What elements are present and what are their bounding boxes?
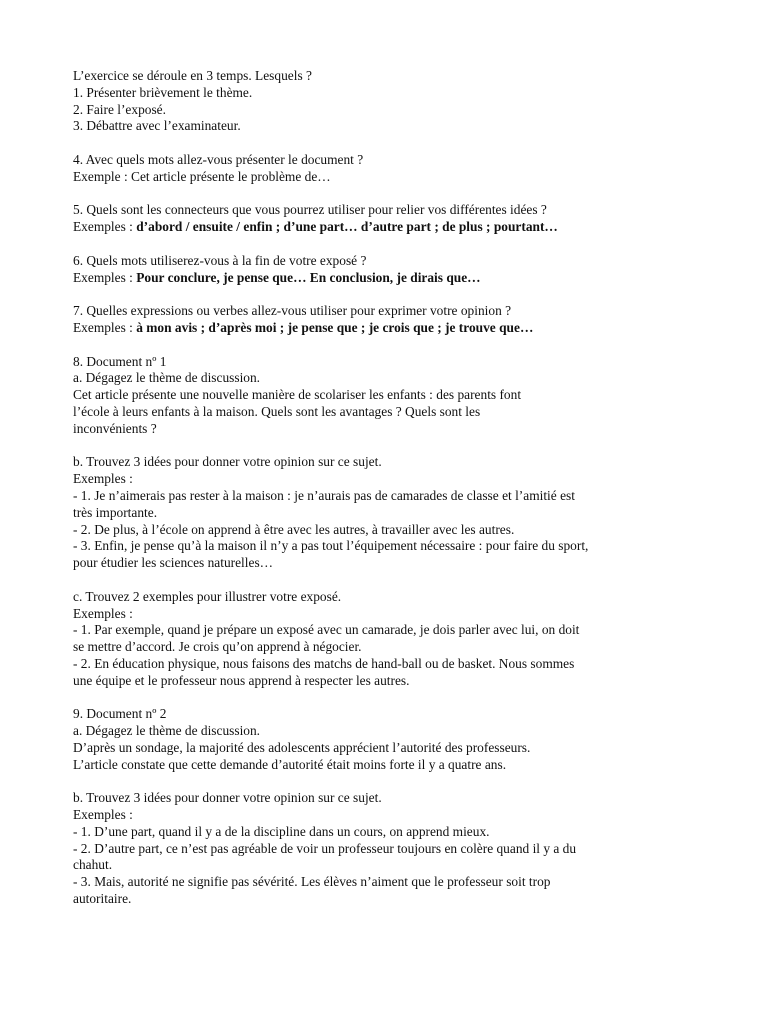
- question-7-section: [73, 303, 673, 337]
- question-7-example: [73, 320, 673, 337]
- document-2-b-text: - 2. D’autre part, ce n’est pas agréable de voir un professeur toujours en colère quand il y a du: [73, 840, 577, 856]
- document-2-b-text: autoritaire.: [73, 891, 132, 907]
- document-1-b-title: b. Trouvez 3 idées pour donner votre opinion sur ce sujet.: [73, 454, 382, 470]
- document-1-a-title: a. Dégagez le thème de discussion.: [73, 370, 261, 386]
- document-1-b-examples-label: Exemples :: [73, 471, 133, 487]
- document-1-b-text: - 3. Enfin, je pense qu’à la maison il n’y a pas tout l’équipement nécessaire : pour faire du sport,: [73, 538, 589, 554]
- spacer: [73, 135, 673, 152]
- question-5-section: [73, 202, 673, 236]
- spacer: [73, 438, 673, 455]
- document-page: [73, 68, 673, 908]
- document-1-a-text: Cet article présente une nouvelle manière de scolariser les enfants : des parents font: [73, 387, 522, 403]
- question-4-section: [73, 152, 673, 186]
- document-1-c-text: - 1. Par exemple, quand je prépare un exposé avec un camarade, je dois parler avec lui, on doit: [73, 622, 580, 638]
- intro-question: L’exercice se déroule en 3 temps. Lesquels ?: [73, 68, 312, 83]
- example-conclusion-phrases: Pour conclure, je pense que… En conclusion, je dirais que…: [136, 269, 481, 285]
- document-1-section: [73, 354, 673, 690]
- document-1-c-examples-label: Exemples :: [73, 605, 133, 621]
- question-6-example: [73, 270, 673, 287]
- question-5-example: [73, 219, 673, 236]
- question-4-example: Exemple : Cet article présente le problème de…: [73, 168, 331, 184]
- document-2-b-examples-label: Exemples :: [73, 807, 133, 823]
- document-2-a-title: a. Dégagez le thème de discussion.: [73, 723, 261, 739]
- spacer: [73, 236, 673, 253]
- question-7: 7. Quelles expressions ou verbes allez-vous utiliser pour exprimer votre opinion ?: [73, 303, 512, 319]
- example-prefix: Exemples :: [73, 269, 137, 285]
- intro-step: 1. Présenter brièvement le thème.: [73, 84, 253, 100]
- document-1-c-text: - 2. En éducation physique, nous faisons des matchs de hand-ball ou de basket. Nous sommes: [73, 655, 575, 671]
- document-1-a-text: inconvénients ?: [73, 420, 157, 436]
- document-1-c-text: se mettre d’accord. Je crois qu’on apprend à négocier.: [73, 639, 362, 655]
- intro-step: 2. Faire l’exposé.: [73, 101, 166, 117]
- spacer: [73, 337, 673, 354]
- spacer: [73, 572, 673, 589]
- document-2-b-text: chahut.: [73, 857, 113, 873]
- question-6-section: [73, 253, 673, 287]
- document-2-b-text: - 3. Mais, autorité ne signifie pas sévérité. Les élèves n’aiment que le professeur soit trop: [73, 874, 551, 890]
- spacer: [73, 286, 673, 303]
- document-1-b-text: - 1. Je n’aimerais pas rester à la maison : je n’aurais pas de camarades de classe et l’amitié est: [73, 487, 575, 503]
- document-2-b-text: - 1. D’une part, quand il y a de la discipline dans un cours, on apprend mieux.: [73, 823, 490, 839]
- example-opinion-phrases: à mon avis ; d’après moi ; je pense que ; je crois que ; je trouve que…: [136, 319, 534, 335]
- spacer: [73, 773, 673, 790]
- document-1-b-text: pour étudier les sciences naturelles…: [73, 555, 274, 571]
- document-2-a-text: D’après un sondage, la majorité des adolescents apprécient l’autorité des professeurs.: [73, 739, 531, 755]
- example-prefix: Exemples :: [73, 319, 137, 335]
- document-2-b-title: b. Trouvez 3 idées pour donner votre opinion sur ce sujet.: [73, 790, 382, 806]
- document-2-a-text: L’article constate que cette demande d’autorité était moins forte il y a quatre ans.: [73, 756, 507, 772]
- document-1-b-text: très importante.: [73, 504, 158, 520]
- question-5: 5. Quels sont les connecteurs que vous pourrez utiliser pour relier vos différentes idées ?: [73, 202, 547, 218]
- document-1-heading: 8. Document nº 1: [73, 353, 167, 369]
- intro-step: 3. Débattre avec l’examinateur.: [73, 118, 241, 134]
- document-2-heading: 9. Document nº 2: [73, 706, 167, 722]
- intro-section: [73, 68, 673, 135]
- spacer: [73, 186, 673, 203]
- document-1-c-title: c. Trouvez 2 exemples pour illustrer votre exposé.: [73, 588, 342, 604]
- example-prefix: Exemples :: [73, 219, 137, 235]
- document-1-b-text: - 2. De plus, à l’école on apprend à être avec les autres, à travailler avec les autres.: [73, 521, 515, 537]
- question-4: 4. Avec quels mots allez-vous présenter le document ?: [73, 151, 364, 167]
- spacer: [73, 689, 673, 706]
- example-connectors: d’abord / ensuite / enfin ; d’une part… d’autre part ; de plus ; pourtant…: [136, 219, 558, 235]
- document-2-section: [73, 706, 673, 908]
- document-1-c-text: une équipe et le professeur nous apprend à respecter les autres.: [73, 672, 410, 688]
- document-1-a-text: l’école à leurs enfants à la maison. Quels sont les avantages ? Quels sont les: [73, 403, 481, 419]
- question-6: 6. Quels mots utiliserez-vous à la fin de votre exposé ?: [73, 252, 367, 268]
